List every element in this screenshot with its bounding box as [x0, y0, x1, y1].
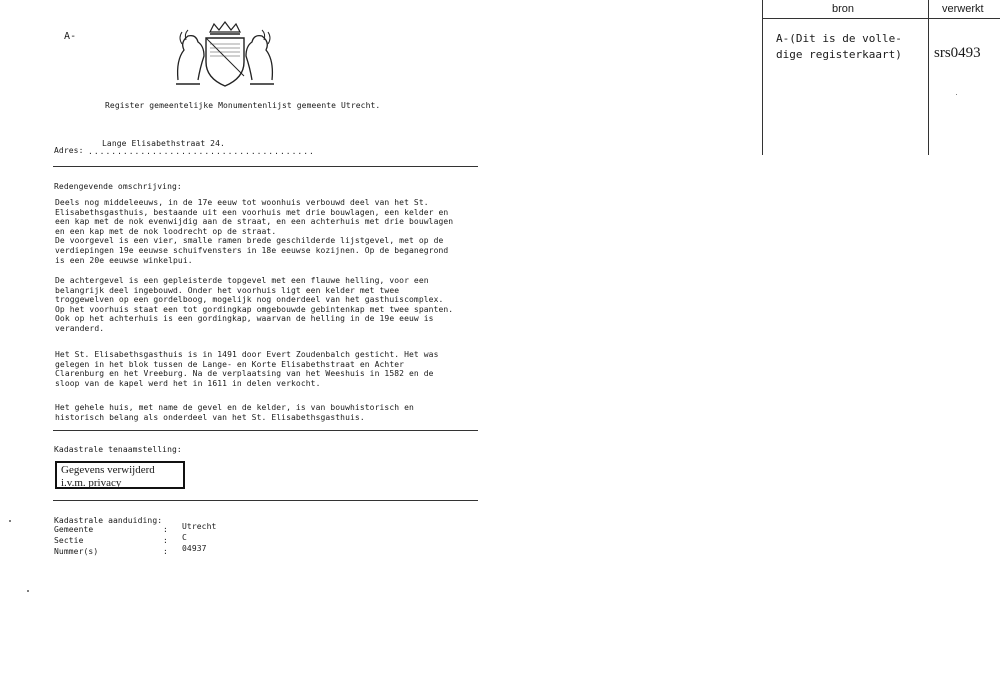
bron-text: A-(Dit is de volle- dige registerkaart): [776, 32, 902, 61]
description-paragraph: Deels nog middeleeuws, in de 17e eeuw tot woonhuis verbouwd deel van het St. Elisabethsgasthuis, bestaande uit een voorhuis met drie bouwlagen, een kelder en een kap met de nok evenwijdig aan de straat, en een achterhuis met drie bouwlagen en een kap met de nok loodrecht op de straat. De voorgevel is een vier, smalle ramen brede geschilderde lijstgevel, met op de verdiepingen 19e eeuwse schuifvensters in 18e eeuwse kozijnen. Op de beganegrond is een 20e eeuwse winkelpui.: [55, 198, 454, 265]
description-paragraph: De achtergevel is een gepleisterde topgevel met een flauwe helling, voor een belangrijk deel ingebouwd. Onder het voorhuis ligt een kelder met twee troggewelven op een gordelboog, mogelijk nog onderdeel van het gasthuiscomplex. Op het voorhuis staat een tot gordingkap omgebouwde gebintenkap met twee spanten. Ook op het achterhuis is een gordingkap, waarvan de helling in de 19e eeuw is veranderd.: [55, 276, 454, 333]
scan-speck: [27, 590, 29, 592]
address-dotted-line: .......................................: [88, 147, 315, 156]
kadastrale-tenaamstelling-label: Kadastrale tenaamstelling:: [54, 445, 182, 454]
scan-speck: [9, 520, 11, 522]
field-label-gemeente: Gemeente: [54, 525, 94, 534]
divider: [53, 500, 478, 501]
divider: [53, 166, 478, 167]
field-colon: :: [163, 536, 168, 545]
privacy-notice-box: Gegevens verwijderd i.v.m. privacy: [55, 461, 185, 489]
field-value-sectie: C: [182, 533, 187, 542]
description-paragraph: Het St. Elisabethsgasthuis is in 1491 door Evert Zoudenbalch gesticht. Het was gelegen in het blok tussen de Lange- en Korte Elisabethstraat en Achter Clarenburg en het Vreeburg. Na de verplaatsing van het Weeshuis in 1582 en de sloop van de kapel werd het in 1611 in delen verkocht.: [55, 350, 439, 388]
panel-border-middle: [928, 0, 929, 155]
address-value: Lange Elisabethstraat 24.: [102, 139, 225, 148]
bron-verwerkt-panel: [762, 0, 1000, 155]
utrecht-crest-logo: [170, 20, 280, 90]
field-colon: :: [163, 547, 168, 556]
col-header-verwerkt: verwerkt: [942, 3, 984, 15]
description-paragraph: Het gehele huis, met name de gevel en de kelder, is van bouwhistorisch en historisch belang als onderdeel van het St. Elisabethsgasthuis.: [55, 403, 414, 422]
field-colon: :: [163, 525, 168, 534]
field-label-nummers: Nummer(s): [54, 547, 99, 556]
kadastrale-aanduiding-title: Kadastrale aanduiding:: [54, 516, 163, 525]
divider: [53, 430, 478, 431]
field-value-gemeente: Utrecht: [182, 522, 217, 531]
verwerkt-code: srs0493: [934, 45, 981, 61]
corner-letter: A-: [64, 31, 77, 42]
register-title: Register gemeentelijke Monumentenlijst gemeente Utrecht.: [105, 101, 381, 110]
col-header-bron: bron: [832, 3, 855, 15]
panel-header-divider: [762, 18, 1000, 19]
description-label: Redengevende omschrijving:: [54, 182, 182, 191]
field-label-sectie: Sectie: [54, 536, 84, 545]
address-label: Adres:: [54, 146, 84, 155]
panel-border-left: [762, 0, 763, 155]
field-value-nummers: 04937: [182, 544, 207, 553]
